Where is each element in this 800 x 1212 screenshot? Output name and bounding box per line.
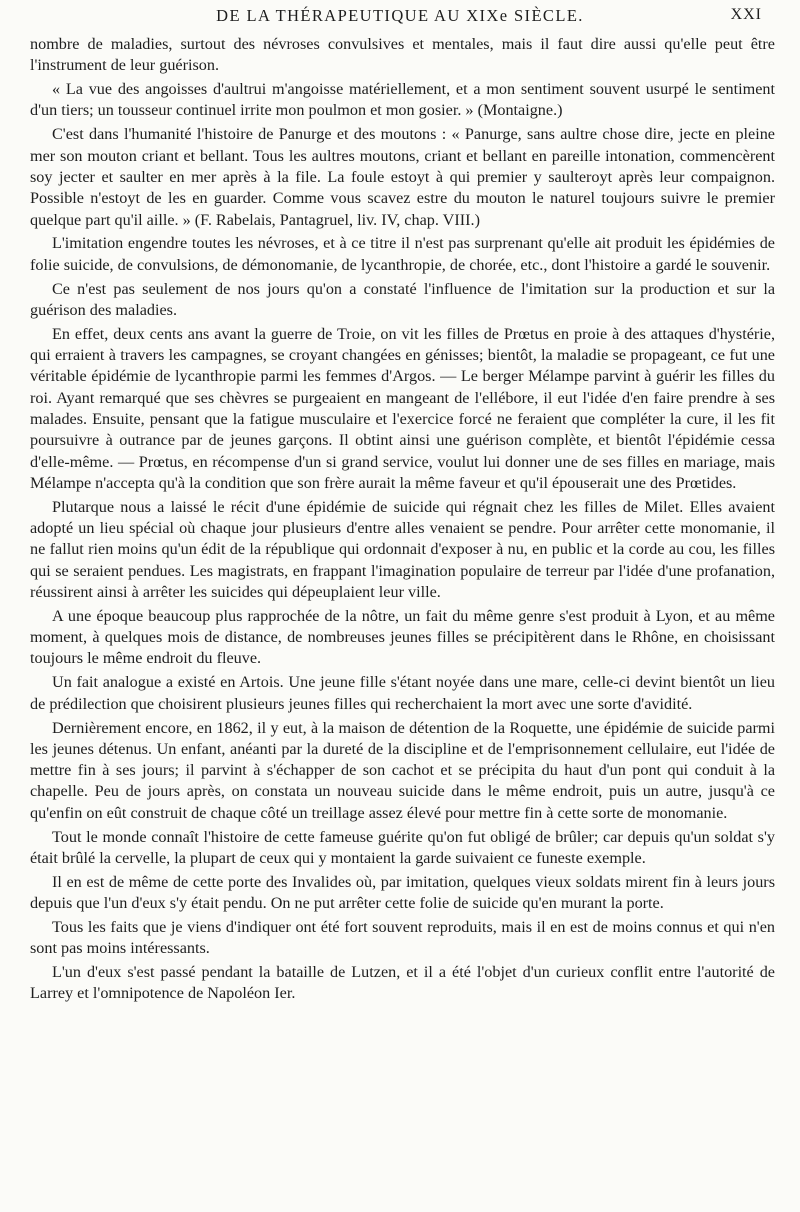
paragraph-roquette: Dernièrement encore, en 1862, il y eut, à la maison de détention de la Roquette, une épidémie de suicide parmi les jeunes détenus. Un enfant, anéanti par la dureté de la discipline et de l'emprisonnement cellulaire, eut l'idée de mettre fin à ses jours; il parvint à s'échapper de son cachot et se précipita du haut d'un pont qui conduit à la chapelle. Peu de jours après, on constata un nouveau suicide dans le même endroit, puis un autre, jusqu'à ce qu'enfin on eût construit de chaque côté un treillage assez élevé pour mettre fin à cette sorte de monomanie. [30, 718, 775, 822]
page-number: XXI [730, 6, 762, 23]
paragraph-continuation: nombre de maladies, surtout des névroses convulsives et mentales, mais il faut dire aussi qu'elle peut être l'instrument de leur guérison. [30, 35, 775, 75]
running-head-title: DE LA THÉRAPEUTIQUE AU XIXe SIÈCLE. [216, 6, 584, 25]
paragraph-lyon: A une époque beaucoup plus rapprochée de la nôtre, un fait du même genre s'est produit à Lyon, et au même moment, à quelques mois de distance, de nombreuses jeunes filles se précipitèrent dans le Rhône, en choisissant toujours le même endroit du fleuve. [30, 606, 775, 668]
paragraph-montaigne-quote: « La vue des angoisses d'aultrui m'angoisse matériellement, et a mon sentiment souvent usurpé le sentiment d'un tiers; un tousseur continuel irrite mon poulmon et mon gosier. » (Montaigne.) [30, 80, 775, 120]
paragraph-proetus: En effet, deux cents ans avant la guerre de Troie, on vit les filles de Prœtus en proie à des attaques d'hystérie, qui erraient à travers les campagnes, se croyant changées en génisses; bientôt, la maladie se propageant, ce fut une véritable épidémie de lycanthropie parmi les femmes d'Argos. — Le berger Mélampe parvint à guérir les filles du roi. Ayant remarqué que ses chèvres se purgeaient en mangeant de l'ellébore, il eut l'idée d'en faire prendre à ses malades. Ensuite, pensant que la fatigue musculaire et l'exercice forcé ne feraient que compléter la cure, il les fit poursuivre à outrance par de jeunes garçons. Il obtint ainsi une guérison complète, et bientôt l'épidémie cessa d'elle-même. — Prœtus, en récompense d'un si grand service, voulut lui donner une de ses filles en mariage, mais Mélampe n'accepta qu'à la condition que son frère aurait la même faveur et qu'il épouserait une des Prœtides. [30, 324, 775, 492]
paragraph-artois: Un fait analogue a existé en Artois. Une jeune fille s'étant noyée dans une mare, celle-ci devint bientôt un lieu de prédilection que choisirent plusieurs jeunes filles qui recherchaient la mort avec une sorte d'avidité. [30, 673, 775, 713]
running-head [0, 0, 800, 30]
paragraph-milet: Plutarque nous a laissé le récit d'une épidémie de suicide qui régnait chez les filles de Milet. Elles avaient adopté un lieu spécial où chaque jour plusieurs d'entre alles venaient se pendre. Pour arrêter cette monomanie, il ne fallut rien moins qu'un édit de la république qui ordonnait d'exposer à nu, en public et la corde au cou, les filles qui se seraient pendues. Les magistrats, en frappant l'imagination populaire de terreur par l'idée d'une profanation, réussirent ainsi à arrêter les suicides qui dépeuplaient leur ville. [30, 497, 775, 601]
paragraph-imitation-neuroses: L'imitation engendre toutes les névroses, et à ce titre il n'est pas surprenant qu'elle ait produit les épidémies de folie suicide, de convulsions, de démonomanie, de lycanthropie, de chorée, etc., dont l'histoire a gardé le souvenir. [30, 234, 775, 274]
paragraph-panurge: C'est dans l'humanité l'histoire de Panurge et des moutons : « Panurge, sans aultre chose dire, jecte en pleine mer son mouton criant et bellant. Tous les aultres moutons, criant et bellant en pareille intonation, commencèrent soy jecter et saulter en mer après à la file. La foule estoyt à qui premier y saulteroyt après leur compaignon. Possible n'estoyt de les en guarder. Comme vous scavez estre du mouton le naturel toujours suivre le premier quelque part qu'il aille. » (F. Rabelais, Pantagruel, liv. IV, chap. VIII.) [30, 125, 775, 229]
paragraph-lutzen: L'un d'eux s'est passé pendant la bataille de Lutzen, et il a été l'objet d'un curieux conflit entre l'autorité de Larrey et l'omnipotence de Napoléon Ier. [30, 963, 775, 1003]
body-text [30, 34, 775, 1007]
paragraph-influence: Ce n'est pas seulement de nos jours qu'on a constaté l'influence de l'imitation sur la production et sur la guérison des maladies. [30, 279, 775, 319]
paragraph-less-known: Tous les faits que je viens d'indiquer ont été fort souvent reproduits, mais il en est de moins connus et qui n'en sont pas moins intéressants. [30, 918, 775, 958]
paragraph-invalides: Il en est de même de cette porte des Invalides où, par imitation, quelques vieux soldats mirent fin à leurs jours depuis que l'un d'eux s'y était pendu. On ne put arrêter cette folie de suicide qu'en murant la porte. [30, 872, 775, 913]
paragraph-guerite: Tout le monde connaît l'histoire de cette fameuse guérite qu'on fut obligé de brûler; car depuis qu'un soldat s'y était brûlé la cervelle, la plupart de ceux qui y montaient la garde suivaient ce funeste exemple. [30, 827, 775, 867]
